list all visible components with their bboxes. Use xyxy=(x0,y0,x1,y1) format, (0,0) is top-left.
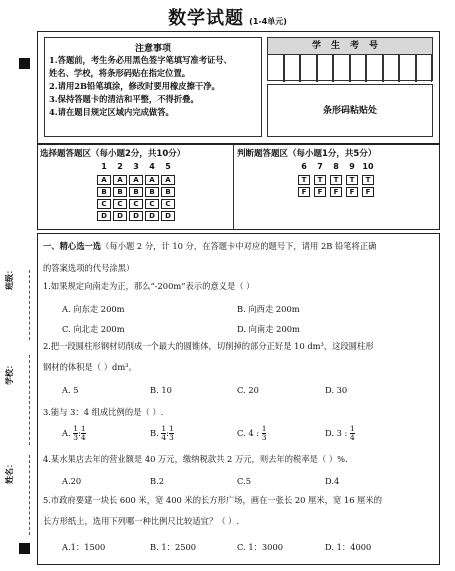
student-id-digit-cell[interactable] xyxy=(383,55,400,82)
school-write-line xyxy=(29,355,30,445)
exam-title xyxy=(0,4,455,30)
q5-option-d: D. 1：4000 xyxy=(325,542,372,552)
answer-bubble[interactable]: D xyxy=(161,211,175,221)
q1-option-d: D. 向南走 200m xyxy=(237,324,300,334)
q3-d-prefix: D. 3 : xyxy=(325,428,348,438)
answer-bubble[interactable]: C xyxy=(161,199,175,209)
answer-question-number: 4 xyxy=(149,162,155,171)
q5-option-b: B. 1：2500 xyxy=(150,542,197,552)
q4-option-d: D.4 xyxy=(325,476,340,486)
numerator: 1 xyxy=(73,424,79,433)
q3-option-c xyxy=(237,425,266,442)
denominator: 4 xyxy=(161,433,167,442)
section1-instruction-b: 的答案选项的代号涂黑） xyxy=(43,263,135,273)
denominator: 3 xyxy=(168,433,174,442)
q4-option-c: C.5 xyxy=(237,476,251,486)
student-id-label: 学生考号 xyxy=(268,38,432,55)
student-id-digit-cell[interactable] xyxy=(333,55,350,82)
numerator: 1 xyxy=(80,424,86,433)
q3-c-prefix: C. 4 : xyxy=(237,428,260,438)
q5-option-a: A.1：1500 xyxy=(62,542,106,552)
numerator: 1 xyxy=(261,424,267,433)
answer-bubble[interactable]: T xyxy=(330,175,342,185)
notice-box xyxy=(44,37,262,137)
ratio-sign: : xyxy=(78,428,81,438)
fraction xyxy=(350,425,355,442)
answer-question-number: 8 xyxy=(333,162,339,171)
answer-bubble[interactable]: A xyxy=(97,175,111,185)
answer-bubble[interactable]: F xyxy=(298,187,310,197)
section1-instruction-a: （每小题 2 分，计 10 分，在答题卡中对应的题号下，请用 2B 铅笔将正确 xyxy=(101,241,377,251)
notice-line: 1.答题前，考生务必用黑色签字笔填写准考证号、 xyxy=(49,55,232,65)
answer-bubble[interactable]: A xyxy=(145,175,159,185)
student-id-cells xyxy=(268,55,432,82)
numerator: 1 xyxy=(161,424,167,433)
answer-bubble[interactable]: A xyxy=(113,175,127,185)
answer-bubble[interactable]: D xyxy=(97,211,111,221)
choice-area-title: 选择题答题区（每小题2分，共10分） xyxy=(40,149,186,159)
answer-bubble[interactable]: A xyxy=(129,175,143,185)
barcode-box xyxy=(267,84,433,137)
answer-bubble[interactable]: C xyxy=(113,199,127,209)
q3-b-prefix: B. xyxy=(150,428,159,438)
barcode-label: 条形码粘贴处 xyxy=(322,106,377,116)
student-id-digit-cell[interactable] xyxy=(399,55,416,82)
student-id-digit-cell[interactable] xyxy=(268,55,284,82)
answer-bubble[interactable]: F xyxy=(362,187,374,197)
q3-option-d xyxy=(325,425,355,442)
answer-bubble[interactable]: C xyxy=(97,199,111,209)
notice-line: 姓名、学校，将条形码贴在指定位置。 xyxy=(49,68,191,78)
student-id-box xyxy=(267,37,433,81)
student-id-digit-cell[interactable] xyxy=(317,55,334,82)
answer-area-divider xyxy=(233,144,234,230)
question-2-line-2: 钢材的体积是（ ）dm³。 xyxy=(43,362,137,372)
title-text: 数学试题 xyxy=(168,8,245,29)
class-label: 班级： xyxy=(4,266,14,290)
unit-text: (1-4单元) xyxy=(249,17,287,26)
question-5-line-1: 5.市政府要建一块长 600 米，宽 400 米的长方形广场，画在一张长 20 厘米，宽 16 厘米的 xyxy=(43,495,383,505)
answer-question-number: 6 xyxy=(301,162,307,171)
answer-bubble[interactable]: B xyxy=(161,187,175,197)
numerator: 1 xyxy=(349,424,355,433)
question-2-line-1: 2.把一段圆柱形钢材切削成一个最大的圆锥体，切削掉的部分正好是 10 dm³，这段圆柱形 xyxy=(43,341,374,351)
school-label: 学校： xyxy=(4,361,14,385)
answer-bubble[interactable]: D xyxy=(113,211,127,221)
answer-question-number: 1 xyxy=(101,162,107,171)
question-3: 3.能与 3：4 组成比例的是（ ）. xyxy=(43,407,164,417)
answer-bubble[interactable]: B xyxy=(129,187,143,197)
q1-option-c: C. 向北走 200m xyxy=(62,324,125,334)
answer-bubble[interactable]: T xyxy=(362,175,374,185)
answer-question-number: 3 xyxy=(133,162,139,171)
denominator: 3 xyxy=(261,433,267,442)
notice-line: 3.保持答题卡的清洁和平整，不得折叠。 xyxy=(49,94,199,104)
fraction xyxy=(262,425,267,442)
q2-option-a: A. 5 xyxy=(62,385,79,395)
choice-answer-grid xyxy=(96,162,176,228)
answer-bubble[interactable]: T xyxy=(298,175,310,185)
q3-option-b xyxy=(150,425,174,442)
fraction xyxy=(81,425,86,442)
judge-area-title: 判断题答题区（每小题1分，共5分） xyxy=(237,149,377,159)
notice-heading: 注意事项 xyxy=(134,44,171,54)
answer-bubble[interactable]: C xyxy=(129,199,143,209)
answer-question-number: 5 xyxy=(165,162,171,171)
q2-option-d: D. 30 xyxy=(325,385,348,395)
name-write-line xyxy=(29,455,30,535)
q2-option-b: B. 10 xyxy=(150,385,172,395)
q3-a-prefix: A. xyxy=(62,428,71,438)
judge-answer-grid xyxy=(296,162,376,202)
answer-question-number: 10 xyxy=(362,162,374,171)
section1-instruction xyxy=(43,240,376,252)
q1-option-b: B. 向西走 200m xyxy=(237,304,300,314)
section1-heading: 一、精心选一选 xyxy=(43,241,102,251)
answer-bubble[interactable]: T xyxy=(314,175,326,185)
q3-option-a xyxy=(62,425,86,442)
answer-question-number: 7 xyxy=(317,162,323,171)
numerator: 1 xyxy=(168,424,174,433)
registration-mark-top xyxy=(19,58,30,69)
answer-question-number: 2 xyxy=(117,162,123,171)
student-id-digit-cell[interactable] xyxy=(284,55,301,82)
denominator: 4 xyxy=(349,433,355,442)
ratio-sign: : xyxy=(166,428,169,438)
student-id-digit-cell[interactable] xyxy=(300,55,317,82)
q1-option-a: A. 向东走 200m xyxy=(62,304,125,314)
question-4: 4.某水果店去年的营业额是 40 万元，缴纳税款共 2 万元，则去年的税率是（ ）%. xyxy=(43,454,348,464)
denominator: 4 xyxy=(80,433,86,442)
answer-bubble[interactable]: A xyxy=(161,175,175,185)
answer-bubble[interactable]: D xyxy=(145,211,159,221)
answer-bubble[interactable]: D xyxy=(129,211,143,221)
student-id-digit-cell[interactable] xyxy=(350,55,367,82)
answer-bubble[interactable]: B xyxy=(145,187,159,197)
answer-bubble[interactable]: B xyxy=(113,187,127,197)
fraction xyxy=(169,425,174,442)
answer-bubble[interactable]: T xyxy=(346,175,358,185)
answer-bubble[interactable]: F xyxy=(330,187,342,197)
notice-line: 4.请在题目规定区域内完成做答。 xyxy=(49,107,174,117)
denominator: 3 xyxy=(73,433,79,442)
answer-question-number: 9 xyxy=(349,162,355,171)
notice-line: 2.请用2B铅笔填涂，修改时要用橡皮擦干净。 xyxy=(49,81,220,91)
answer-bubble[interactable]: F xyxy=(346,187,358,197)
answer-bubble[interactable]: C xyxy=(145,199,159,209)
student-id-digit-cell[interactable] xyxy=(416,55,433,82)
question-1: 1.如果规定向南走为正，那么“-200m”表示的意义是（ ） xyxy=(43,281,255,291)
q4-option-a: A.20 xyxy=(62,476,82,486)
answer-bubble[interactable]: F xyxy=(314,187,326,197)
name-label: 姓名： xyxy=(4,460,14,484)
student-id-digit-cell[interactable] xyxy=(366,55,383,82)
q5-option-c: C. 1：3000 xyxy=(237,542,284,552)
q2-option-c: C. 20 xyxy=(237,385,259,395)
answer-bubble[interactable]: B xyxy=(97,187,111,197)
question-5-line-2: 长方形纸上，选用下列哪一种比例尺比较适宜？（ ）. xyxy=(43,516,240,526)
class-write-line xyxy=(29,270,30,340)
registration-mark-bottom xyxy=(19,543,30,554)
q4-option-b: B.2 xyxy=(150,476,165,486)
